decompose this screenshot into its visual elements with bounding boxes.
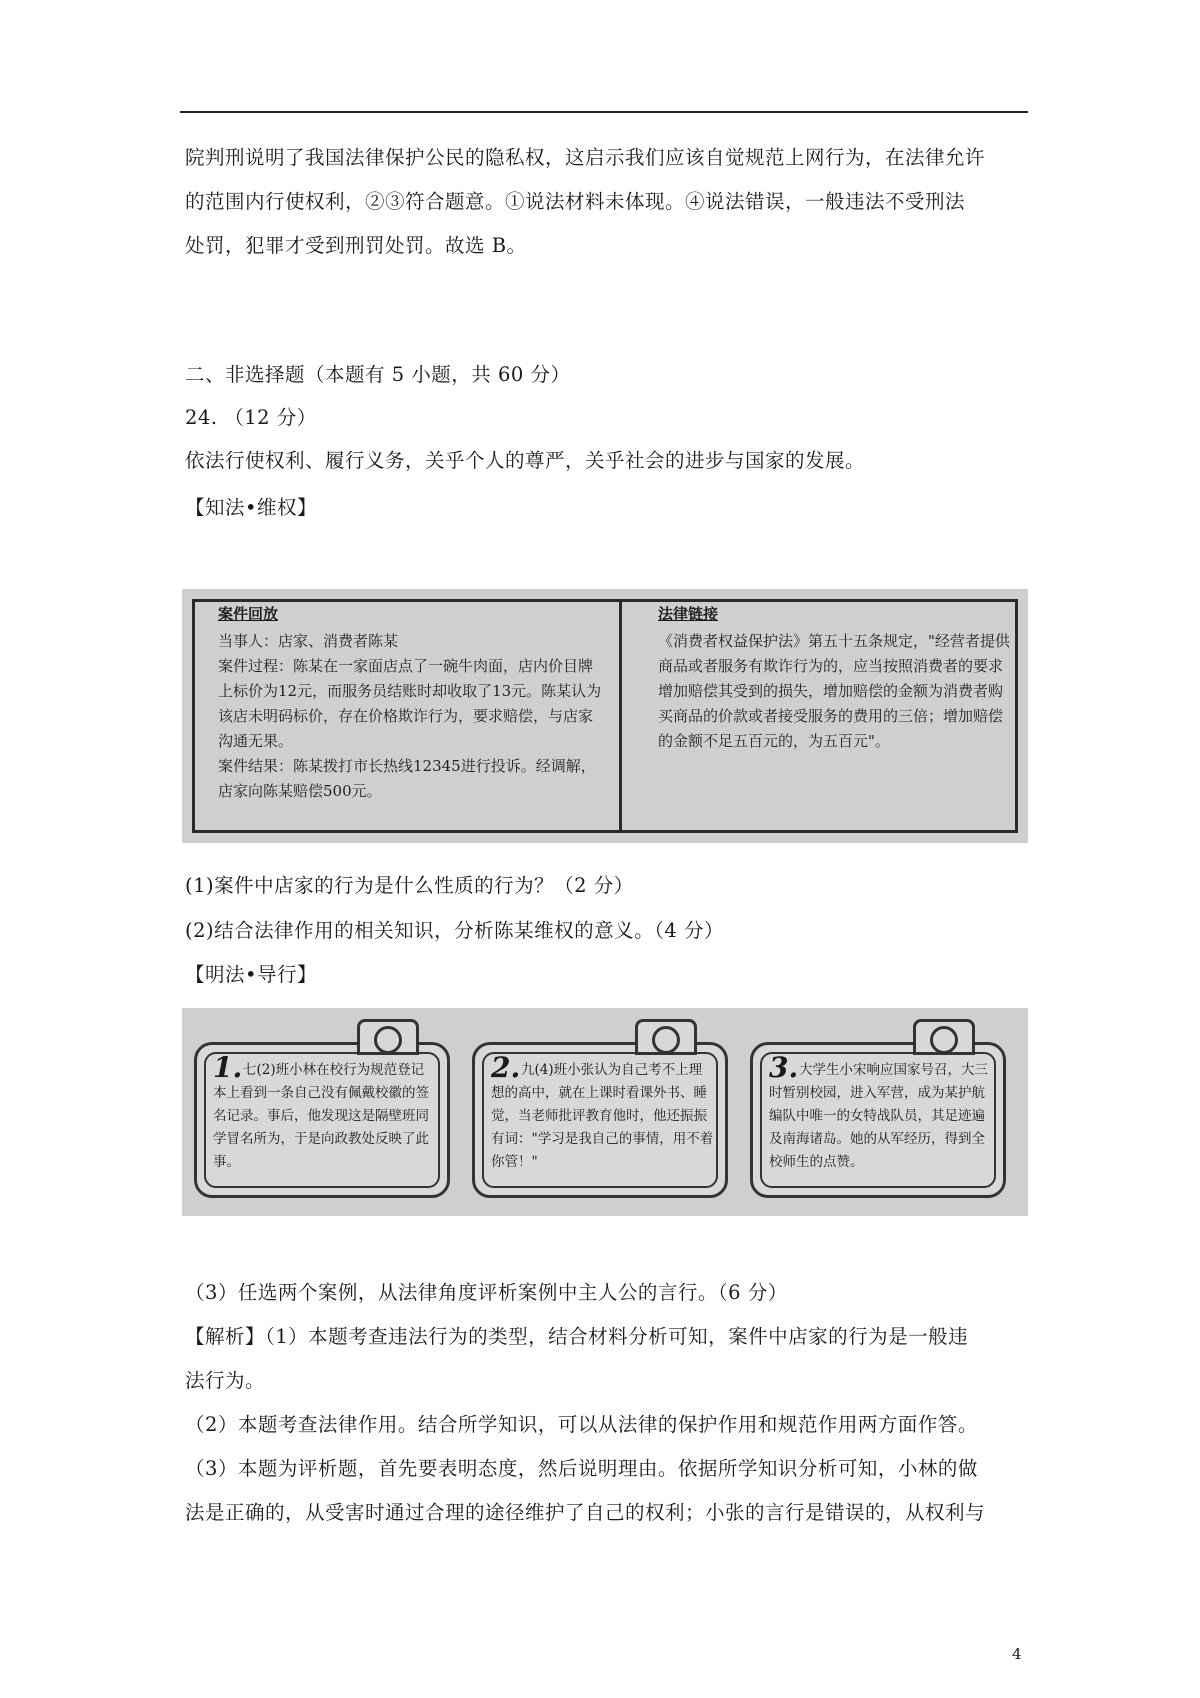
question-number: 24. （12 分）	[185, 406, 317, 429]
case-replay-text: 当事人：店家、消费者陈某 案件过程：陈某在一家面店点了一碗牛肉面，店内价目牌上标价为12元，而服务员结账时却收取了13元。陈某认为该店未明码标价，存在价格欺诈行为，要求赔偿，与店家沟通无果。 案件结果：陈某拨打市长热线12345进行投诉。经调解，店家向陈某赔偿500元。	[218, 632, 602, 800]
header-rule	[180, 111, 1028, 113]
analysis-line-2: 法行为。	[185, 1369, 266, 1392]
question-2: (2)结合法律作用的相关知识，分析陈某维权的意义。（4 分）	[185, 919, 724, 942]
text-line-3: 处罚，犯罪才受到刑罚处罚。故选 B。	[185, 234, 527, 257]
subheading-mingfa-daoxing: 【明法•导行】	[185, 963, 318, 986]
question-3: （3）任选两个案例，从法律角度评析案例中主人公的言行。（6 分）	[185, 1281, 788, 1304]
case-card-3	[750, 1042, 1006, 1198]
camera-icon	[913, 1019, 975, 1055]
page-number: 4	[1012, 1645, 1022, 1663]
analysis-line-3: （2）本题考查法律作用。结合所学知识，可以从法律的保护作用和规范作用两方面作答。	[185, 1413, 978, 1436]
text-line-1: 院判刑说明了我国法律保护公民的隐私权，这启示我们应该自觉规范上网行为，在法律允许	[185, 146, 986, 169]
law-link-pane	[622, 589, 1028, 843]
text-line-2: 的范围内行使权利，②③符合题意。①说法材料未体现。④说法错误，一般违法不受刑法	[185, 190, 966, 213]
law-link-text: 《消费者权益保护法》第五十五条规定，"经营者提供商品或者服务有欺诈行为的，应当按照消费者的要求增加赔偿其受到的损失，增加赔偿的金额为消费者购买商品的价款或者接受服务的费用的三倍；增加赔偿的金额不足五百元的，为五百元"。	[658, 632, 1010, 750]
case-card-3-text: 大学生小宋响应国家号召，大三时暂别校园，进入军营，成为某护航编队中唯一的女特战队员，其足迹遍及南海诸岛。她的从军经历，得到全校师生的点赞。	[769, 1062, 988, 1170]
case-card-1-number: 1.	[213, 1051, 243, 1084]
section-heading: 二、非选择题（本题有 5 小题，共 60 分）	[185, 363, 571, 386]
case-figure	[182, 589, 1028, 843]
case-card-1-text: 七(2)班小林在校行为规范登记本上看到一条自己没有佩戴校徽的签名记录。事后，他发现这是隔壁班同学冒名所为，于是向政教处反映了此事。	[213, 1062, 429, 1170]
camera-icon	[635, 1019, 697, 1055]
cases-figure	[182, 1008, 1028, 1216]
intro-text: 依法行使权利、履行义务，关乎个人的尊严，关乎社会的进步与国家的发展。	[185, 449, 866, 472]
case-card-3-number: 3.	[769, 1051, 799, 1084]
question-1: (1)案件中店家的行为是什么性质的行为？（2 分）	[185, 874, 634, 897]
camera-icon	[357, 1019, 419, 1055]
case-replay-pane	[182, 589, 622, 843]
case-card-2-text: 九(4)班小张认为自己考不上理想的高中，就在上课时看课外书、睡觉，当老师批评教育他时，他还振振有词："学习是我自己的事情，用不着你管！"	[491, 1062, 714, 1170]
analysis-line-4: （3）本题为评析题，首先要表明态度，然后说明理由。依据所学知识分析可知，小林的做	[185, 1457, 978, 1480]
subheading-zhifa-weiquan: 【知法•维权】	[185, 496, 318, 519]
case-card-2	[472, 1042, 728, 1198]
case-card-2-number: 2.	[491, 1051, 521, 1084]
law-link-heading: 法律链接	[658, 605, 719, 623]
case-card-1	[194, 1042, 450, 1198]
case-replay-heading: 案件回放	[218, 605, 279, 623]
analysis-line-5: 法是正确的，从受害时通过合理的途径维护了自己的权利；小张的言行是错误的，从权利与	[185, 1501, 986, 1524]
analysis-line-1: 【解析】（1）本题考查违法行为的类型，结合材料分析可知，案件中店家的行为是一般违	[185, 1325, 969, 1348]
